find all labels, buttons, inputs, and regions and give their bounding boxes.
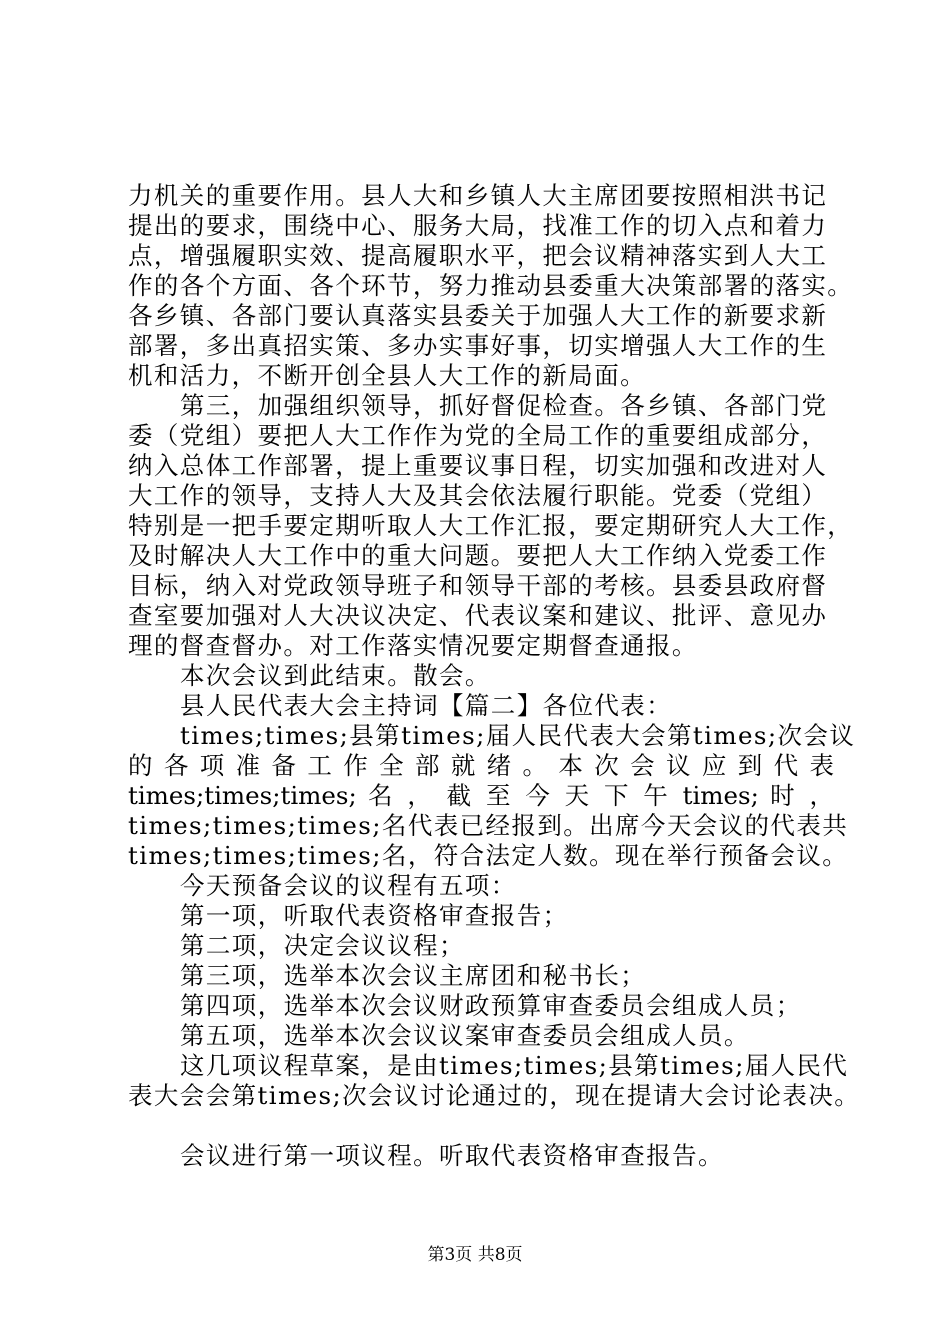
body-text-line: 大工作的领导，支持人大及其会依法履行职能。党委（党组） (128, 481, 828, 510)
paragraph-first-line: 这几项议程草案，是由times;times;县第times;届人民代 (180, 1051, 849, 1080)
body-text-line: 查室要加强对人大决议决定、代表议案和建议、批评、意见办 (128, 601, 828, 630)
body-text-line: 作的各个方面、各个环节，努力推动县委重大决策部署的落实。 (128, 271, 854, 300)
agenda-item: 第五项，选举本次会议议案审查委员会组成人员。 (180, 1021, 750, 1050)
body-text-line: 力机关的重要作用。县人大和乡镇人大主席团要按照相洪书记 (128, 181, 828, 210)
body-text-line: times;times;times; 名 ， 截 至 今 天 下 午 times; 时 ， (128, 781, 834, 810)
body-text-line: 部署，多出真招实策、多办实事好事，切实增强人大工作的生 (128, 331, 828, 360)
body-text-line: 的 各 项 准 备 工 作 全 部 就 绪 。 本 次 会 议 应 到 代 表 (128, 751, 834, 780)
paragraph-first-line: 今天预备会议的议程有五项： (180, 871, 517, 900)
body-text-line: 点，增强履职实效、提高履职水平，把会议精神落实到人大工 (128, 241, 828, 270)
body-text-line: times;times;times;名代表已经报到。出席今天会议的代表共 (128, 811, 849, 840)
agenda-item: 第一项，听取代表资格审查报告； (180, 901, 569, 930)
paragraph-first-line: 第三，加强组织领导，抓好督促检查。各乡镇、各部门党 (180, 391, 828, 420)
body-text-line: 机和活力，不断开创全县人大工作的新局面。 (128, 361, 646, 390)
paragraph-first-line: 本次会议到此结束。散会。 (180, 661, 491, 690)
agenda-item: 第二项，决定会议议程； (180, 931, 465, 960)
body-text-line: 特别是一把手要定期听取人大工作汇报，要定期研究人大工作， (128, 511, 854, 540)
body-text-line: 委（党组）要把人大工作作为党的全局工作的重要组成部分， (128, 421, 828, 450)
body-text-line: 表大会会第times;次会议讨论通过的，现在提请大会讨论表决。 (128, 1081, 861, 1110)
paragraph-first-line: times;times;县第times;届人民代表大会第times;次会议 (180, 721, 856, 750)
body-text-line: 提出的要求，围绕中心、服务大局，找准工作的切入点和着力 (128, 211, 828, 240)
body-text-line: 目标，纳入对党政领导班子和领导干部的考核。县委县政府督 (128, 571, 828, 600)
body-text-line: times;times;times;名，符合法定人数。现在举行预备会议。 (128, 841, 849, 870)
body-text-line: 各乡镇、各部门要认真落实县委关于加强人大工作的新要求新 (128, 301, 828, 330)
agenda-item: 第三项，选举本次会议主席团和秘书长； (180, 961, 647, 990)
paragraph-first-line: 会议进行第一项议程。听取代表资格审查报告。 (180, 1141, 724, 1170)
body-text-line: 理的督查督办。对工作落实情况要定期督查通报。 (128, 631, 698, 660)
body-text-line: 纳入总体工作部署，提上重要议事日程，切实加强和改进对人 (128, 451, 828, 480)
agenda-item: 第四项，选举本次会议财政预算审查委员会组成人员； (180, 991, 802, 1020)
page-footer: 第3页 共8页 (427, 1245, 523, 1265)
body-text-line: 及时解决人大工作中的重大问题。要把人大工作纳入党委工作 (128, 541, 828, 570)
section-heading-line: 县人民代表大会主持词【篇二】各位代表： (180, 691, 673, 720)
